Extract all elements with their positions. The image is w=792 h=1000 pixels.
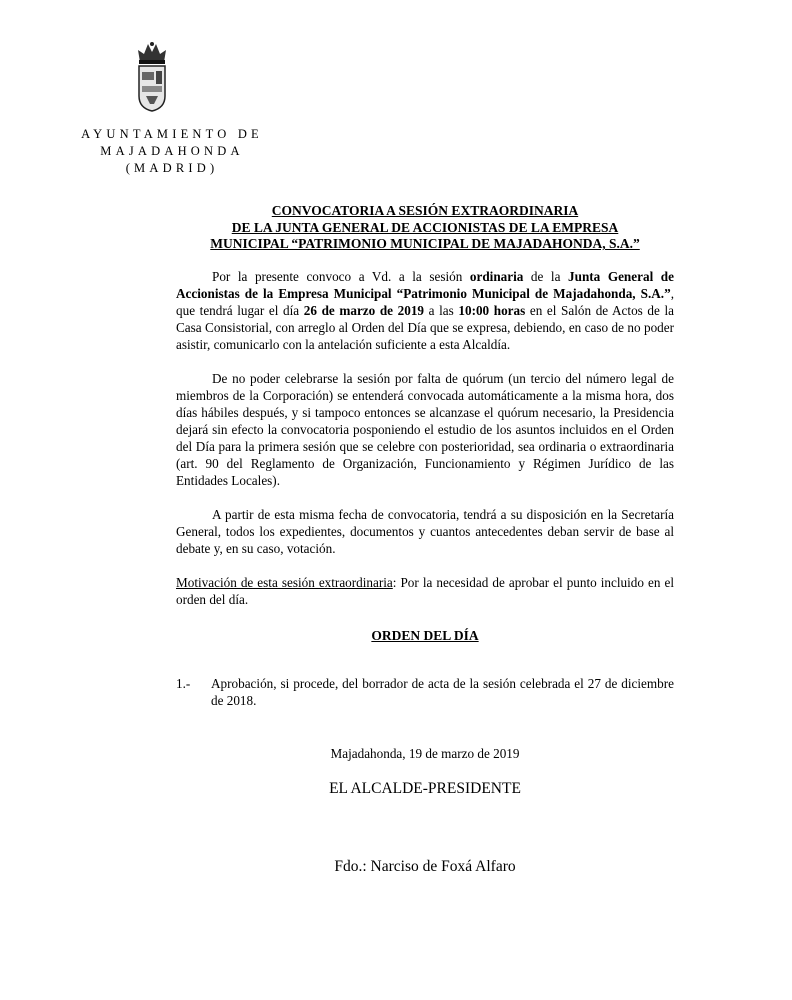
convocation-paragraph <box>176 268 674 353</box>
signature-line: Fdo.: Narciso de Foxá Alfaro <box>334 858 516 875</box>
org-line-3: (MADRID) <box>125 161 219 175</box>
p1-bold-time: 10:00 horas <box>458 303 526 318</box>
item-text: Aprobación, si procede, del borrador de acta de la sesión celebrada el 27 de diciembre de 2018. <box>211 676 674 708</box>
motivation-label: Motivación de esta sesión extraordinaria <box>176 575 393 590</box>
document-title <box>150 203 700 253</box>
p1-bold-session-type: ordinaria <box>469 269 524 284</box>
organization-header <box>74 126 270 177</box>
p1-bold-date: 26 de marzo de 2019 <box>303 303 425 318</box>
p1-text-2: de la <box>523 269 569 284</box>
item-number: 1.- <box>176 676 191 691</box>
document-body <box>176 268 674 625</box>
title-line-2: DE LA JUNTA GENERAL DE ACCIONISTAS DE LA EMPRESA <box>231 219 619 235</box>
signer-role: EL ALCALDE-PRESIDENTE <box>329 780 521 797</box>
motivation-paragraph <box>176 574 674 608</box>
p1-text-1: Por la presente convoco a Vd. a la sesión <box>212 269 470 284</box>
p1-text-4: a las <box>424 303 459 318</box>
motivation-text: : Por la necesidad de aprobar el punto incluido en el orden del día. <box>176 575 674 607</box>
title-line-3: MUNICIPAL “PATRIMONIO MUNICIPAL DE MAJADAHONDA, S.A.” <box>210 236 640 251</box>
org-line-2: MAJADAHONDA <box>100 144 244 158</box>
place-date: Majadahonda, 19 de marzo de 2019 <box>330 746 520 761</box>
municipal-coat-of-arms-icon <box>132 40 172 114</box>
org-line-1: AYUNTAMIENTO DE <box>81 127 263 141</box>
documents-paragraph: A partir de esta misma fecha de convocatoria, tendrá a su disposición en la Secretaría General, todos los expedientes, documentos y cuantos antecedentes deban servir de base al debate y, en su caso, votación. <box>176 507 674 556</box>
quorum-paragraph: De no poder celebrarse la sesión por falta de quórum (un tercio del número legal de miembros de la Corporación) se entenderá convocada automáticamente a la misma hora, dos días hábiles después, y si tampoco entonces se alcanzase el quórum necesario, la Presidencia dejará sin efecto la convocatoria posponiendo el estudio de los asuntos incluidos en el Orden del Día para la primera sesión que se celebre con posterioridad, sea ordinaria o extraordinaria (art. 90 del Reglamento de Organización, Funcionamiento y Régimen Jurídico de las Entidades Locales). <box>176 371 674 488</box>
list-item <box>176 675 674 709</box>
p1-text-3: , que tendrá lugar el día <box>176 286 674 318</box>
crest-graphic <box>132 40 172 114</box>
order-of-day-title: ORDEN DEL DÍA <box>371 628 479 643</box>
p1-bold-entity: Junta General de Accionistas de la Empresa Municipal “Patrimonio Municipal de Majadahonda, S.A.” <box>176 269 674 301</box>
p1-text-5: en el Salón de Actos de la Casa Consistorial, con arreglo al Orden del Día que se expresa, debiendo, en caso de no poder asistir, comunicarlo con la antelación suficiente a esta Alcaldía. <box>176 303 674 352</box>
title-line-1: CONVOCATORIA A SESIÓN EXTRAORDINARIA <box>271 203 579 218</box>
